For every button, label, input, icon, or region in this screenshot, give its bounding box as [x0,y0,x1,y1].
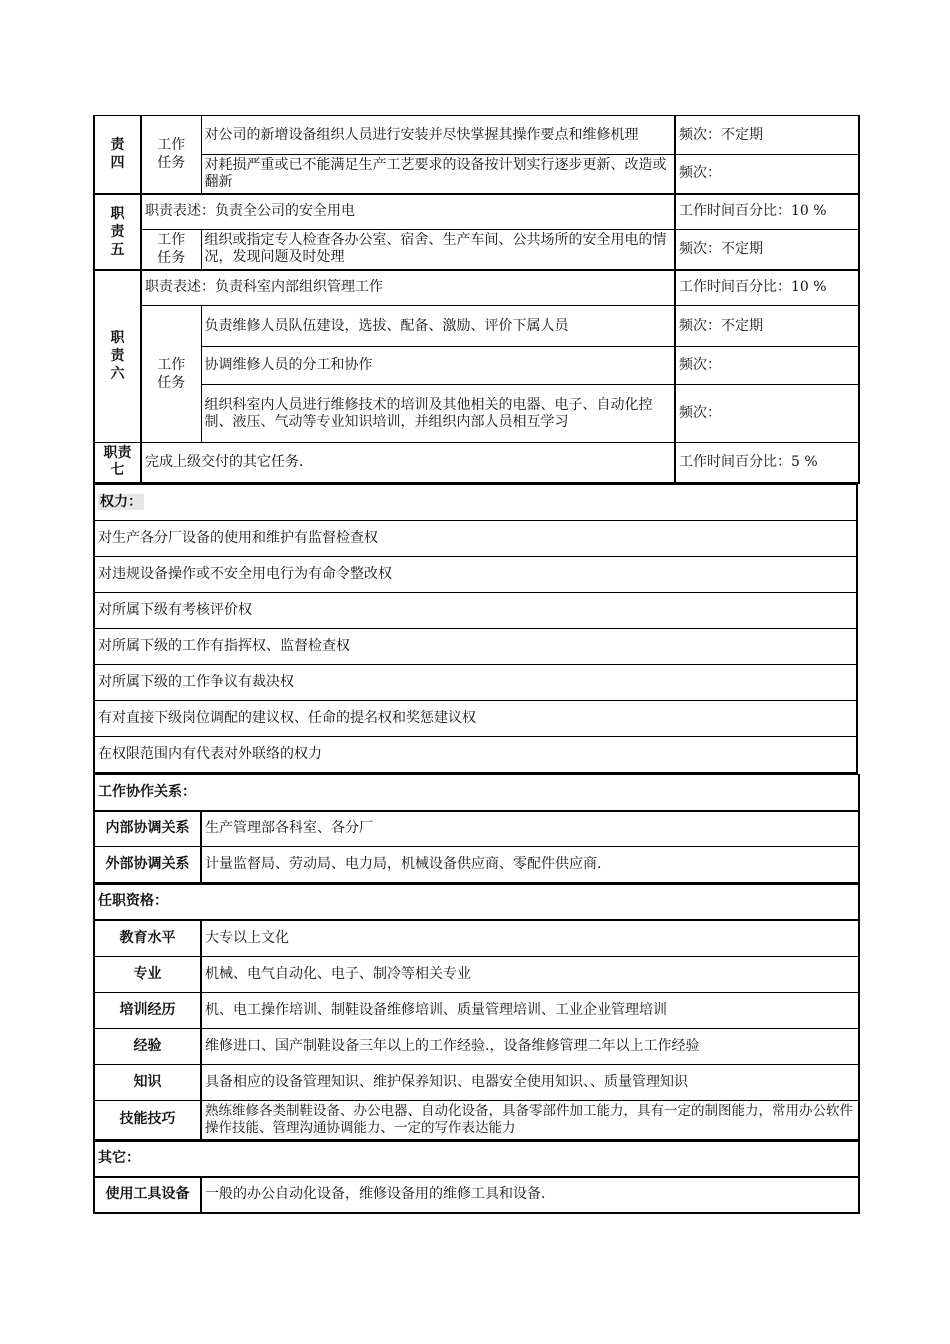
duty6-desc-row [94,270,859,306]
qualification-label: 知识 [94,1064,201,1100]
duty6-task-frequency: 频次： [675,347,859,385]
subtitle-line: 任务 [157,375,186,391]
internal-relations-value: 生产管理部各科室、各分厂 [201,811,859,847]
qualifications-section-title: 任职资格： [94,884,859,920]
internal-relations-label: 内部协调关系 [94,811,201,847]
duty7-label-char: 职 [103,445,118,462]
powers-table [93,484,858,775]
subtitle-line: 工作 [157,232,186,249]
duty6-task-frequency: 频次： [675,385,859,443]
qualification-label: 专业 [94,956,201,992]
job-description-sheet [93,115,858,1214]
power-item: 对生产各分厂设备的使用和维护有监督检查权 [94,520,857,556]
qualification-label: 经验 [94,1028,201,1064]
duty4-task-text: 对公司的新增设备组织人员进行安装并尽快掌握其操作要点和维修机理 [201,116,675,155]
duty4-task-text: 对耗损严重或已不能满足生产工艺要求的设备按计划实行逐步更新、改造或翻新 [201,155,675,194]
power-item: 有对直接下级岗位调配的建议权、任命的提名权和奖惩建议权 [94,700,857,736]
qualification-value: 机械、电气自动化、电子、制冷等相关专业 [201,956,859,992]
duty5-description: 职责表述：负责全公司的安全用电 [141,194,675,230]
power-item: 对违规设备操作或不安全用电行为有命令整改权 [94,556,857,592]
duty4-subtitle [141,116,201,194]
duty5-task-text: 组织或指定专人检查各办公室、宿舍、生产车间、公共场所的安全用电的情况，发现问题及时处理 [201,230,675,270]
duty4-task-frequency: 频次： [675,155,859,194]
duty5-task-frequency: 频次：不定期 [675,230,859,270]
power-item: 对所属下级的工作争议有裁决权 [94,664,857,700]
duty6-label-char: 责 [110,348,125,365]
duty5-label [94,194,141,270]
qualification-label: 培训经历 [94,992,201,1028]
duty6-subtitle [141,306,201,443]
subtitle-line: 任务 [157,155,186,172]
external-relations-label: 外部协调关系 [94,847,201,883]
duty6-task-row [94,306,859,347]
duty6-task-row [94,347,859,385]
duty4-label-char: 责 [110,137,125,154]
tools-label: 使用工具设备 [94,1177,201,1213]
duty6-label-char: 职 [110,330,125,347]
duty7-row [94,443,859,483]
duty6-task-text: 负责维修人员队伍建设，选拔、配备、激励、评价下属人员 [201,306,675,347]
duty7-text: 完成上级交付的其它任务. [141,443,675,483]
duty6-label [94,270,141,443]
duty7-label-char: 七 [110,462,125,479]
relations-section-title: 工作协作关系： [94,775,859,811]
duty7-label-char: 责 [117,445,132,462]
duty5-label-char: 五 [110,241,125,258]
qualification-value: 机、电工操作培训、制鞋设备维修培训、质量管理培训、工业企业管理培训 [201,992,859,1028]
qualification-value: 大专以上文化 [201,920,859,956]
duty7-time-percentage: 工作时间百分比：5 % [675,443,859,483]
duty5-desc-row [94,194,859,230]
powers-title: 权力： [100,493,142,510]
power-item: 对所属下级的工作有指挥权、监督检查权 [94,628,857,664]
duty6-task-text: 组织科室内人员进行维修技术的培训及其他相关的电器、电子、自动化控制、液压、气动等专业知识培训，并组织内部人员相互学习 [201,385,675,443]
qualification-label: 技能技巧 [94,1100,201,1140]
duty6-task-frequency: 频次：不定期 [675,306,859,347]
duty6-description: 职责表述：负责科室内部组织管理工作 [141,270,675,306]
subtitle-line: 任务 [157,250,186,267]
powers-section-title [94,484,857,520]
qualification-value: 熟练维修各类制鞋设备、办公电器、自动化设备，具备零部件加工能力，具有一定的制图能力，常用办公软件操作技能、管理沟通协调能力、一定的写作表达能力 [201,1100,859,1140]
duty4-task-row [94,116,859,155]
power-item: 对所属下级有考核评价权 [94,592,857,628]
duties-table [93,115,860,484]
duty4-label [94,116,141,194]
qualifications-table [93,884,860,1142]
duty6-time-percentage: 工作时间百分比：10 % [675,270,859,306]
duty4-label-char: 四 [110,155,125,172]
relations-table [93,774,860,884]
duty5-task-row [94,230,859,270]
other-section-title: 其它： [94,1142,859,1177]
duty5-label-char: 责 [110,223,125,240]
duty4-task-frequency: 频次：不定期 [675,116,859,155]
tools-value: 一般的办公自动化设备，维修设备用的维修工具和设备. [201,1177,859,1213]
qualification-value: 维修进口、国产制鞋设备三年以上的工作经验.，设备维修管理二年以上工作经验 [201,1028,859,1064]
other-table [93,1141,860,1214]
subtitle-line: 工作 [157,137,186,154]
external-relations-value: 计量监督局、劳动局、电力局，机械设备供应商、零配件供应商. [201,847,859,883]
duty4-task-row [94,155,859,194]
duty7-label [94,443,141,483]
duty6-label-char: 六 [110,366,125,383]
duty5-label-char: 职 [110,205,125,222]
duty6-task-text: 协调维修人员的分工和协作 [201,347,675,385]
qualification-label: 教育水平 [94,920,201,956]
subtitle-line: 工作 [157,357,186,373]
qualification-value: 具备相应的设备管理知识、维护保养知识、电器安全使用知识、、质量管理知识 [201,1064,859,1100]
duty5-time-percentage: 工作时间百分比：10 % [675,194,859,230]
power-item: 在权限范围内有代表对外联络的权力 [94,736,857,773]
duty6-task-row [94,385,859,443]
duty5-subtitle [141,230,201,270]
